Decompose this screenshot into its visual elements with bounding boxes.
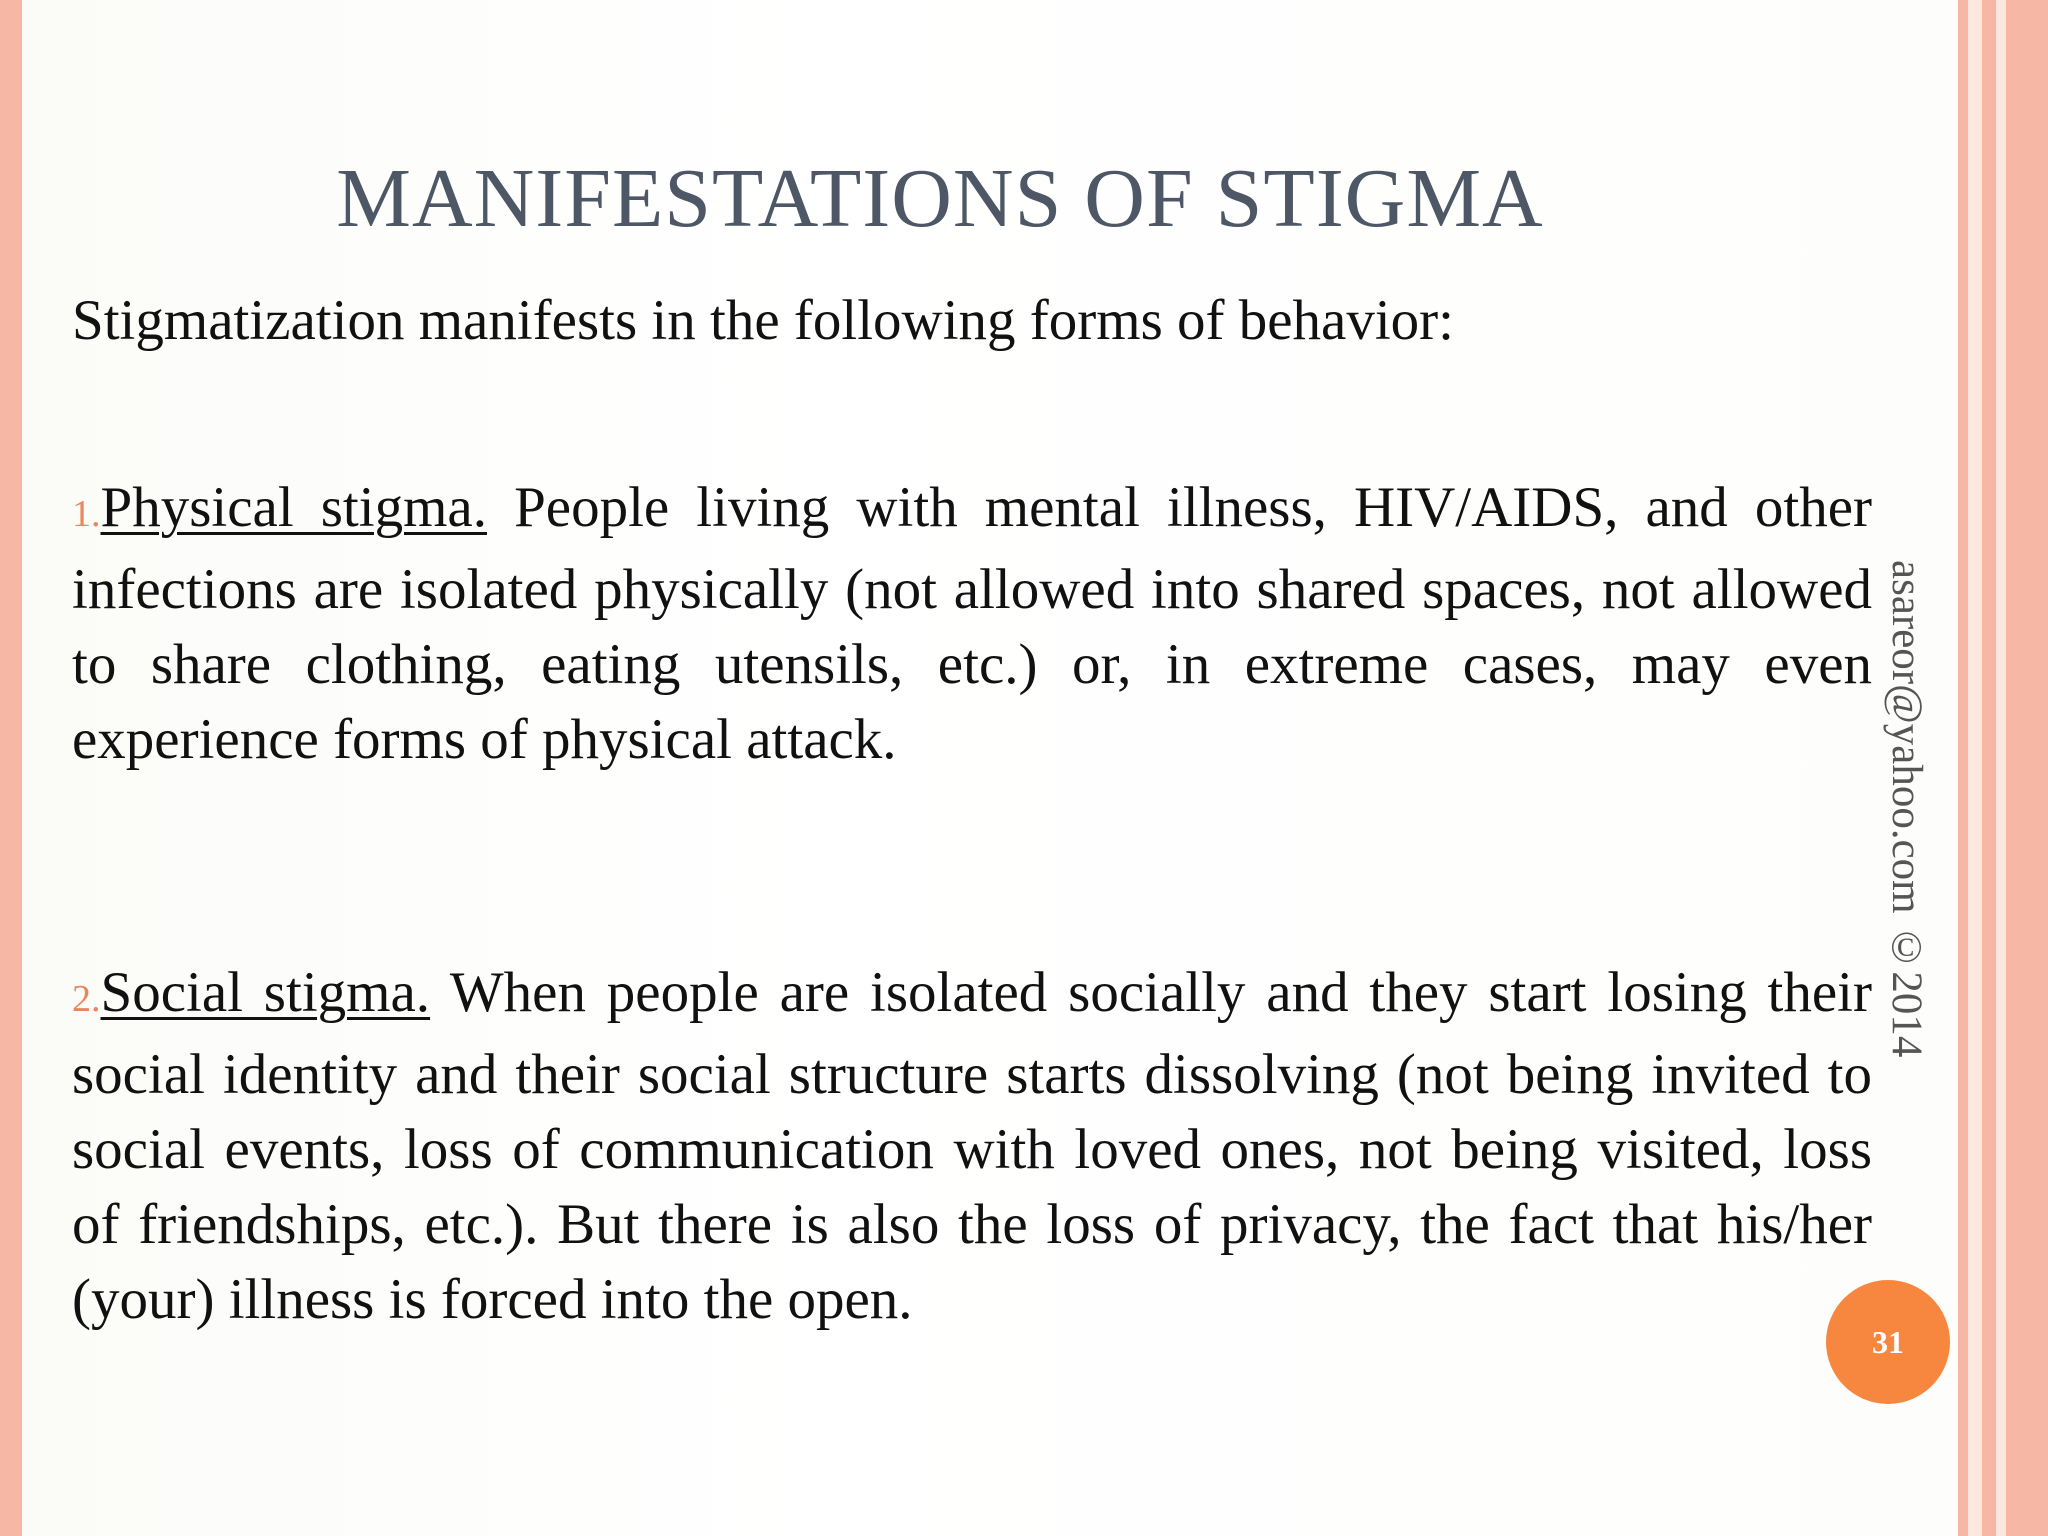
side-credit: asareor@yahoo.com ©2014 (1883, 560, 1930, 1058)
right-accent-bar (1996, 0, 2006, 1536)
intro-text: Stigmatization manifests in the following forms of behavior: (72, 289, 1454, 352)
slide-title: MANIFESTATIONS OF STIGMA (336, 152, 1544, 245)
list-item-text: When people are isolated socially and they start losing their social identity and their social structure starts dissolving (not being invited to social events, loss of communication with loved ones, not being visited, loss of friendships, etc.). But there is also the loss of privacy, the fact that his/her (your) illness is forced into the open. (72, 961, 1873, 1331)
list-item-physical-stigma (72, 470, 1872, 777)
left-accent-bar (0, 0, 22, 1536)
right-accent-bar (1958, 0, 1968, 1536)
list-item-number: 2. (72, 978, 101, 1020)
page-number-badge (1826, 1280, 1950, 1404)
right-accent-bar (1968, 0, 1982, 1536)
right-accent-bar (2006, 0, 2048, 1536)
list-item-heading: Social stigma. (100, 961, 431, 1024)
list-item-heading: Physical stigma. (100, 476, 487, 539)
list-item-social-stigma (72, 955, 1872, 1337)
list-item-text: People living with mental illness, HIV/AIDS, and other infections are isolated physically (not allowed into shared spaces, not allowed to share clothing, eating utensils, etc.) or, in extreme cases, may even experience forms of physical attack. (72, 476, 1872, 771)
list-item-number: 1. (72, 493, 101, 535)
page-number: 31 (1872, 1323, 1904, 1360)
right-accent-bar (1982, 0, 1996, 1536)
